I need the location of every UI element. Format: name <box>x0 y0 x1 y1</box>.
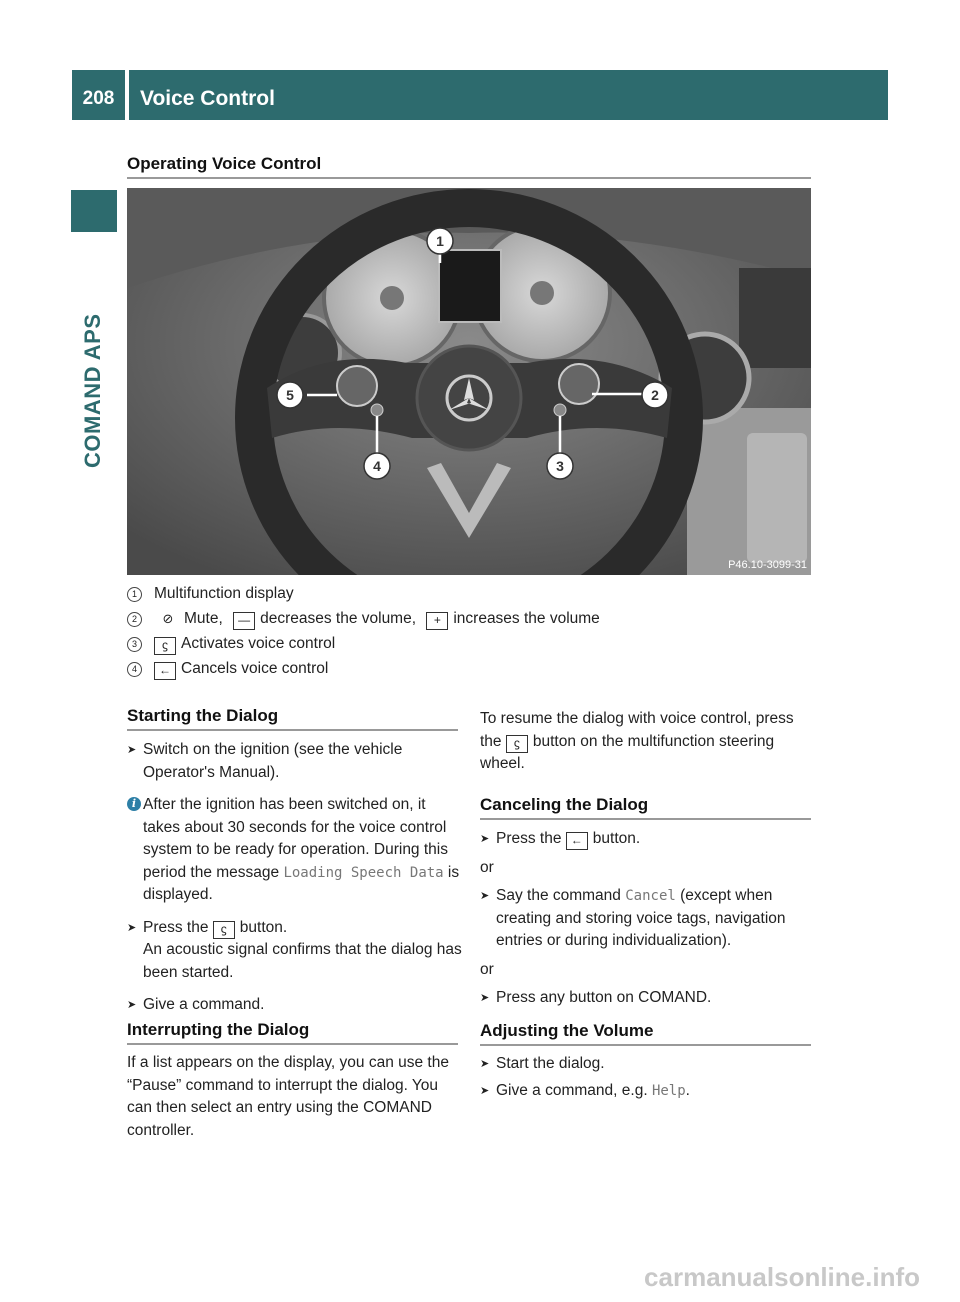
step-start-dialog: ➤ Start the dialog. <box>480 1053 815 1076</box>
voice-icon: ϛ <box>154 637 176 655</box>
canceling-title: Canceling the Dialog <box>480 795 649 814</box>
legend-item-4 <box>127 658 328 680</box>
chapter-title: Voice Control <box>140 87 275 110</box>
callout-label-5: 5 <box>286 387 294 403</box>
or-text: or <box>480 960 494 978</box>
step-press-voice: ➤ Press the ϛ button. An acoustic signal confirms that the dialog has been started. <box>127 918 462 981</box>
right-column <box>480 828 815 1010</box>
legend-text: Multifunction display <box>154 585 294 602</box>
interrupting-rule <box>127 1043 458 1045</box>
step-ignition: ➤ Switch on the ignition (see the vehicle Operator's Manual). <box>127 741 403 781</box>
canceling-rule <box>480 818 811 820</box>
or-text: or <box>480 858 494 876</box>
starting-title: Starting the Dialog <box>127 706 279 725</box>
step-give-help: ➤ Give a command, e.g. Help. <box>480 1080 815 1103</box>
header-separator <box>125 70 129 120</box>
mute-icon: ⊘ <box>162 611 174 626</box>
legend-number: 4 <box>127 662 142 677</box>
step-press-any: ➤ Press any button on COMAND. <box>480 987 815 1010</box>
section-title: Operating Voice Control <box>127 154 322 173</box>
adjusting-title: Adjusting the Volume <box>480 1021 654 1040</box>
step-give-command: ➤ Give a command. <box>127 994 462 1017</box>
step-arrow-icon: ➤ <box>480 1084 490 1097</box>
adjusting-rule <box>480 1044 811 1046</box>
legend-item-2 <box>127 608 600 630</box>
legend-text-3: increases the volume <box>453 610 600 627</box>
legend-number: 2 <box>127 612 142 627</box>
callout-label-4: 4 <box>373 458 381 474</box>
step-arrow-icon: ➤ <box>127 999 137 1011</box>
side-chapter-label: COMAND APS <box>80 313 105 468</box>
left-column <box>127 739 462 1017</box>
legend-item-1 <box>127 583 294 605</box>
callout-label-1: 1 <box>436 233 444 249</box>
interrupt-paragraph: If a list appears on the display, you can use the “Pause” command to interrupt the dialog. You can then select an entry using the COMAND controller. <box>127 1054 449 1139</box>
step-arrow-icon: ➤ <box>480 992 490 1004</box>
starting-rule <box>127 729 458 731</box>
step-arrow-icon: ➤ <box>480 833 490 845</box>
section-rule <box>127 177 811 179</box>
legend-item-3 <box>127 633 335 655</box>
step-press-back: ➤ Press the ← button. <box>480 828 815 851</box>
steering-wheel-figure <box>127 188 811 575</box>
page-number: 208 <box>82 88 115 109</box>
back-icon: ← <box>154 662 176 680</box>
info-note: i After the ignition has been switched on, it takes about 30 seconds for the voice control system to be ready for operation. During this period the message Loading Speech Data is displayed. <box>127 794 462 907</box>
step-arrow-icon: ➤ <box>480 890 490 902</box>
legend-text: Mute, <box>184 610 223 627</box>
info-icon: i <box>127 797 141 811</box>
step-arrow-icon: ➤ <box>127 921 137 934</box>
voice-icon: ϛ <box>213 921 235 939</box>
legend-text-2: decreases the volume, <box>260 610 417 627</box>
minus-icon: — <box>233 612 255 630</box>
voice-icon: ϛ <box>506 735 528 753</box>
callout-label-3: 3 <box>556 458 564 474</box>
step-say-cancel: ➤ Say the command Cancel (except when creating and storing voice tags, navigation entries or during individualization). <box>480 887 786 949</box>
resume-paragraph: To resume the dialog with voice control, press the ϛ button on the multifunction steering wheel. <box>480 710 794 772</box>
step-arrow-icon: ➤ <box>480 1058 490 1070</box>
legend-number: 3 <box>127 637 142 652</box>
figure-code: P46.10-3099-31 <box>728 559 807 571</box>
legend-text: Cancels voice control <box>181 660 329 677</box>
interrupting-title: Interrupting the Dialog <box>127 1020 310 1039</box>
steering-wheel-illustration <box>127 188 811 575</box>
step-arrow-icon: ➤ <box>127 744 137 756</box>
legend-number: 1 <box>127 587 142 602</box>
footer-watermark[interactable]: carmanualsonline.info <box>644 1262 920 1292</box>
back-icon: ← <box>566 832 588 850</box>
callout-label-2: 2 <box>651 387 659 403</box>
legend-text: Activates voice control <box>181 635 336 652</box>
adjusting-steps <box>480 1053 815 1102</box>
plus-icon: + <box>426 612 448 630</box>
